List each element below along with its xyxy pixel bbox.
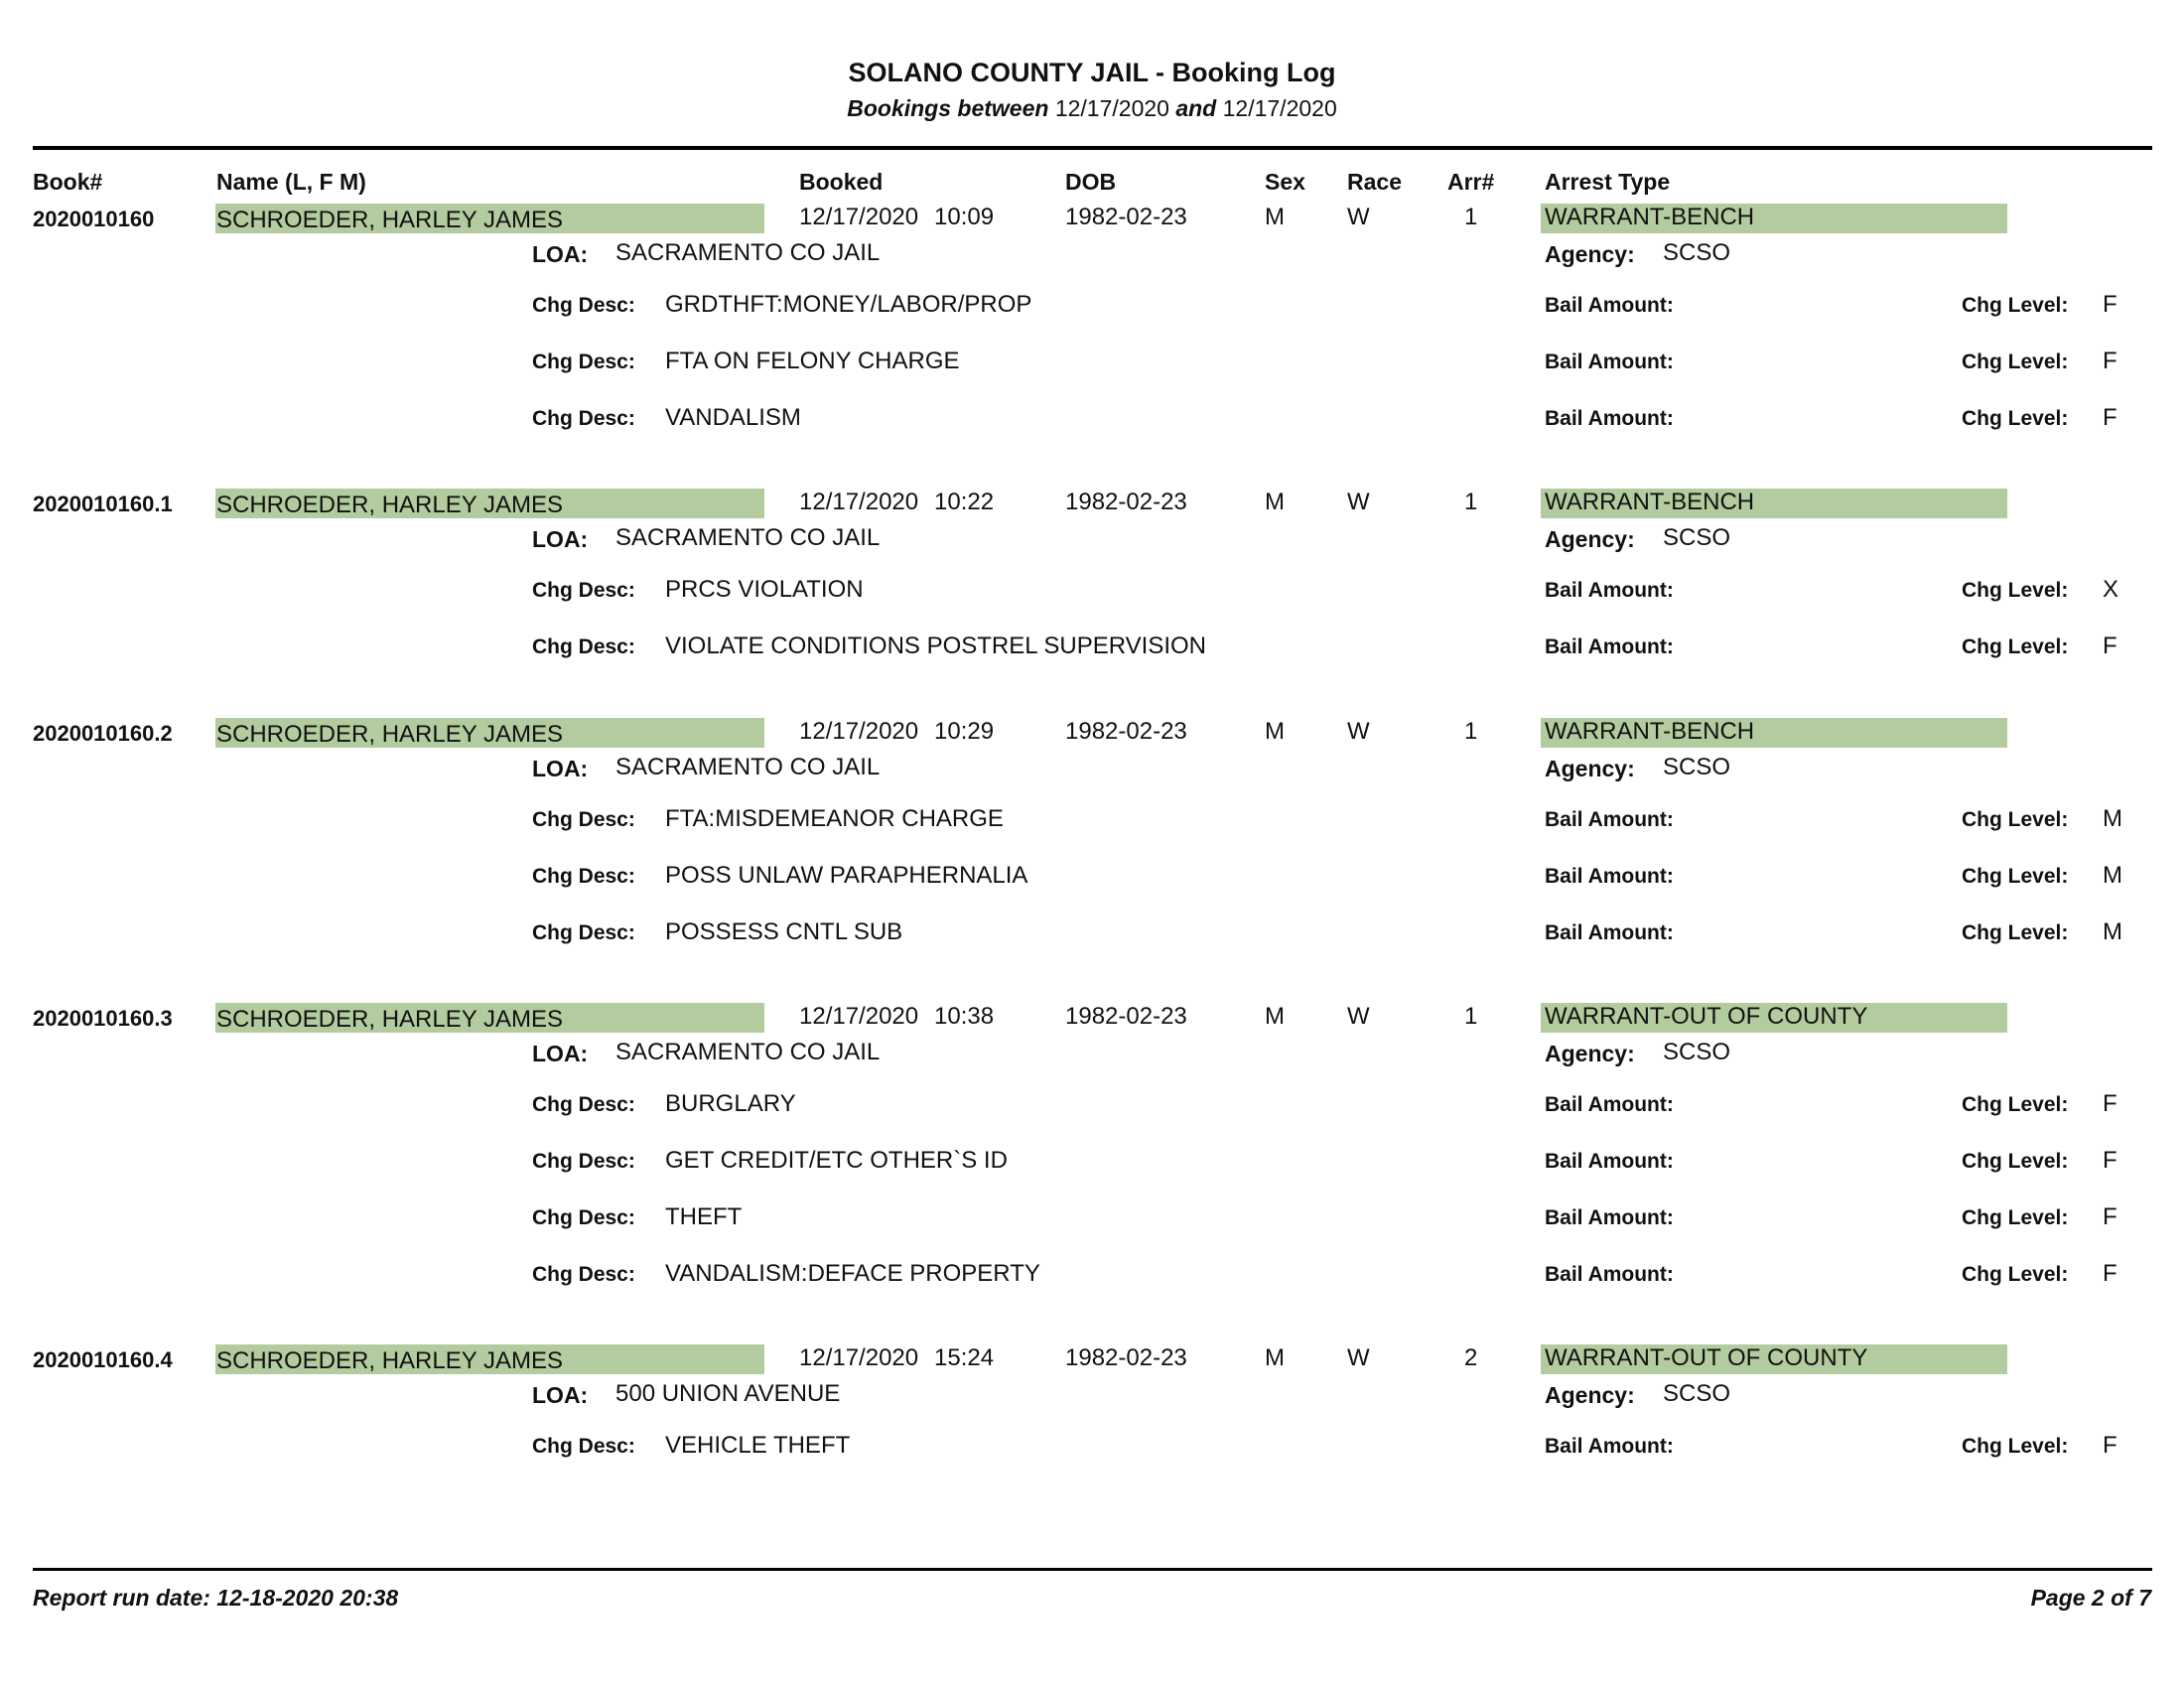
report-run-date: Report run date: 12-18-2020 20:38 [33,1585,399,1611]
charge-description: GRDTHFT:MONEY/LABOR/PROP [665,291,1032,318]
book-number: 2020010160 [33,207,155,231]
sex: M [1265,718,1285,745]
arrest-type: WARRANT-OUT OF COUNTY [1545,1344,1868,1371]
arrest-number: 1 [1464,1003,1478,1030]
subtitle-prefix: Bookings between [847,95,1049,121]
loa-label: LOA: [532,1382,589,1408]
inmate-name: SCHROEDER, HARLEY JAMES [216,721,563,748]
charge-description: POSSESS CNTL SUB [665,918,903,945]
bail-amount-label: Bail Amount: [1545,865,1674,888]
bail-amount-label: Bail Amount: [1545,1206,1674,1229]
booked-date: 12/17/2020 [799,204,919,230]
chg-level-label: Chg Level: [1962,351,2069,373]
chg-desc-label: Chg Desc: [532,921,635,944]
inmate-name: SCHROEDER, HARLEY JAMES [216,492,563,518]
chg-level-label: Chg Level: [1962,1263,2069,1286]
col-header-arrest-type: Arrest Type [1545,169,1671,195]
booked-time: 10:09 [934,204,995,230]
charge-description: VANDALISM [665,404,801,431]
chg-level-label: Chg Level: [1962,1435,2069,1458]
charge-description: POSS UNLAW PARAPHERNALIA [665,862,1028,889]
dob: 1982-02-23 [1065,1003,1187,1030]
charge-description: THEFT [665,1203,743,1230]
race: W [1347,1003,1370,1030]
loa-value: SACRAMENTO CO JAIL [615,1039,881,1065]
bail-amount-label: Bail Amount: [1545,294,1674,317]
inmate-name: SCHROEDER, HARLEY JAMES [216,1347,563,1374]
loa-label: LOA: [532,1041,589,1066]
chg-desc-label: Chg Desc: [532,635,635,658]
chg-desc-label: Chg Desc: [532,1263,635,1286]
charge-description: GET CREDIT/ETC OTHER`S ID [665,1147,1008,1174]
agency-label: Agency: [1545,526,1635,552]
loa-label: LOA: [532,241,589,267]
date-from: 12/17/2020 [1054,95,1169,121]
sex: M [1265,1003,1285,1030]
sex: M [1265,489,1285,515]
inmate-name: SCHROEDER, HARLEY JAMES [216,1006,563,1033]
chg-level-label: Chg Level: [1962,1093,2069,1116]
dob: 1982-02-23 [1065,204,1187,230]
booked-time: 15:24 [934,1344,995,1371]
bail-amount-label: Bail Amount: [1545,635,1674,658]
race: W [1347,489,1370,515]
loa-value: 500 UNION AVENUE [615,1380,841,1407]
col-header-dob: DOB [1065,169,1117,195]
booked-date: 12/17/2020 [799,1003,919,1030]
chg-desc-label: Chg Desc: [532,808,635,831]
bail-amount-label: Bail Amount: [1545,1263,1674,1286]
booked-time: 10:29 [934,718,995,745]
subtitle-and: and [1175,95,1217,121]
chg-desc-label: Chg Desc: [532,294,635,317]
bail-amount-label: Bail Amount: [1545,1093,1674,1116]
charge-description: FTA ON FELONY CHARGE [665,348,960,374]
chg-level-label: Chg Level: [1962,407,2069,430]
race: W [1347,718,1370,745]
charge-description: BURGLARY [665,1090,796,1117]
arrest-number: 1 [1464,204,1478,230]
agency-value: SCSO [1663,524,1731,551]
col-header-name: Name (L, F M) [216,169,366,195]
book-number: 2020010160.4 [33,1347,173,1372]
charge-level: M [2103,862,2122,889]
chg-level-label: Chg Level: [1962,1206,2069,1229]
chg-desc-label: Chg Desc: [532,1150,635,1173]
chg-desc-label: Chg Desc: [532,1435,635,1458]
charge-level: F [2103,348,2117,374]
col-header-sex: Sex [1265,169,1305,195]
arrest-type: WARRANT-BENCH [1545,489,1755,515]
bail-amount-label: Bail Amount: [1545,1150,1674,1173]
arrest-number: 1 [1464,718,1478,745]
charge-description: VEHICLE THEFT [665,1432,851,1459]
charge-level: F [2103,1260,2117,1287]
charge-level: F [2103,1090,2117,1117]
book-number: 2020010160.1 [33,492,173,516]
charge-level: F [2103,291,2117,318]
charge-level: F [2103,1147,2117,1174]
report-subtitle [0,95,2184,122]
loa-value: SACRAMENTO CO JAIL [615,239,881,266]
bail-amount-label: Bail Amount: [1545,579,1674,602]
agency-label: Agency: [1545,1041,1635,1066]
booked-date: 12/17/2020 [799,489,919,515]
charge-level: M [2103,805,2122,832]
chg-desc-label: Chg Desc: [532,407,635,430]
booked-time: 10:38 [934,1003,995,1030]
booked-time: 10:22 [934,489,995,515]
bail-amount-label: Bail Amount: [1545,921,1674,944]
chg-desc-label: Chg Desc: [532,865,635,888]
agency-value: SCSO [1663,1039,1731,1065]
loa-value: SACRAMENTO CO JAIL [615,524,881,551]
chg-level-label: Chg Level: [1962,1150,2069,1173]
agency-label: Agency: [1545,756,1635,781]
arrest-type: WARRANT-BENCH [1545,204,1755,230]
chg-desc-label: Chg Desc: [532,579,635,602]
chg-level-label: Chg Level: [1962,921,2069,944]
charge-level: F [2103,404,2117,431]
bail-amount-label: Bail Amount: [1545,1435,1674,1458]
dob: 1982-02-23 [1065,489,1187,515]
chg-desc-label: Chg Desc: [532,351,635,373]
agency-value: SCSO [1663,754,1731,780]
chg-level-label: Chg Level: [1962,294,2069,317]
bail-amount-label: Bail Amount: [1545,407,1674,430]
report-title: SOLANO COUNTY JAIL - Booking Log [848,58,1336,87]
header-rule [33,146,2152,150]
book-number: 2020010160.3 [33,1006,173,1031]
charge-description: VIOLATE CONDITIONS POSTREL SUPERVISION [665,633,1207,659]
chg-desc-label: Chg Desc: [532,1206,635,1229]
chg-level-label: Chg Level: [1962,808,2069,831]
book-number: 2020010160.2 [33,721,173,746]
agency-value: SCSO [1663,1380,1731,1407]
chg-level-label: Chg Level: [1962,635,2069,658]
chg-desc-label: Chg Desc: [532,1093,635,1116]
race: W [1347,204,1370,230]
col-header-arr: Arr# [1447,169,1495,195]
arrest-number: 1 [1464,489,1478,515]
agency-label: Agency: [1545,1382,1635,1408]
date-to: 12/17/2020 [1222,95,1337,121]
dob: 1982-02-23 [1065,718,1187,745]
arrest-type: WARRANT-OUT OF COUNTY [1545,1003,1868,1030]
charge-level: F [2103,633,2117,659]
charge-description: VANDALISM:DEFACE PROPERTY [665,1260,1040,1287]
agency-value: SCSO [1663,239,1731,266]
race: W [1347,1344,1370,1371]
chg-level-label: Chg Level: [1962,579,2069,602]
chg-level-label: Chg Level: [1962,865,2069,888]
col-header-booked: Booked [799,169,884,195]
bail-amount-label: Bail Amount: [1545,808,1674,831]
page-number: Page 2 of 7 [2030,1585,2151,1611]
booked-date: 12/17/2020 [799,1344,919,1371]
sex: M [1265,1344,1285,1371]
booked-date: 12/17/2020 [799,718,919,745]
col-header-book: Book# [33,169,103,195]
charge-level: F [2103,1203,2117,1230]
col-header-race: Race [1347,169,1402,195]
arrest-type: WARRANT-BENCH [1545,718,1755,745]
charge-level: X [2103,576,2119,603]
inmate-name: SCHROEDER, HARLEY JAMES [216,207,563,233]
charge-level: M [2103,918,2122,945]
charge-description: FTA:MISDEMEANOR CHARGE [665,805,1004,832]
charge-description: PRCS VIOLATION [665,576,864,603]
agency-label: Agency: [1545,241,1635,267]
bail-amount-label: Bail Amount: [1545,351,1674,373]
footer-rule [33,1568,2152,1571]
sex: M [1265,204,1285,230]
loa-label: LOA: [532,526,589,552]
loa-value: SACRAMENTO CO JAIL [615,754,881,780]
dob: 1982-02-23 [1065,1344,1187,1371]
charge-level: F [2103,1432,2117,1459]
loa-label: LOA: [532,756,589,781]
arrest-number: 2 [1464,1344,1478,1371]
